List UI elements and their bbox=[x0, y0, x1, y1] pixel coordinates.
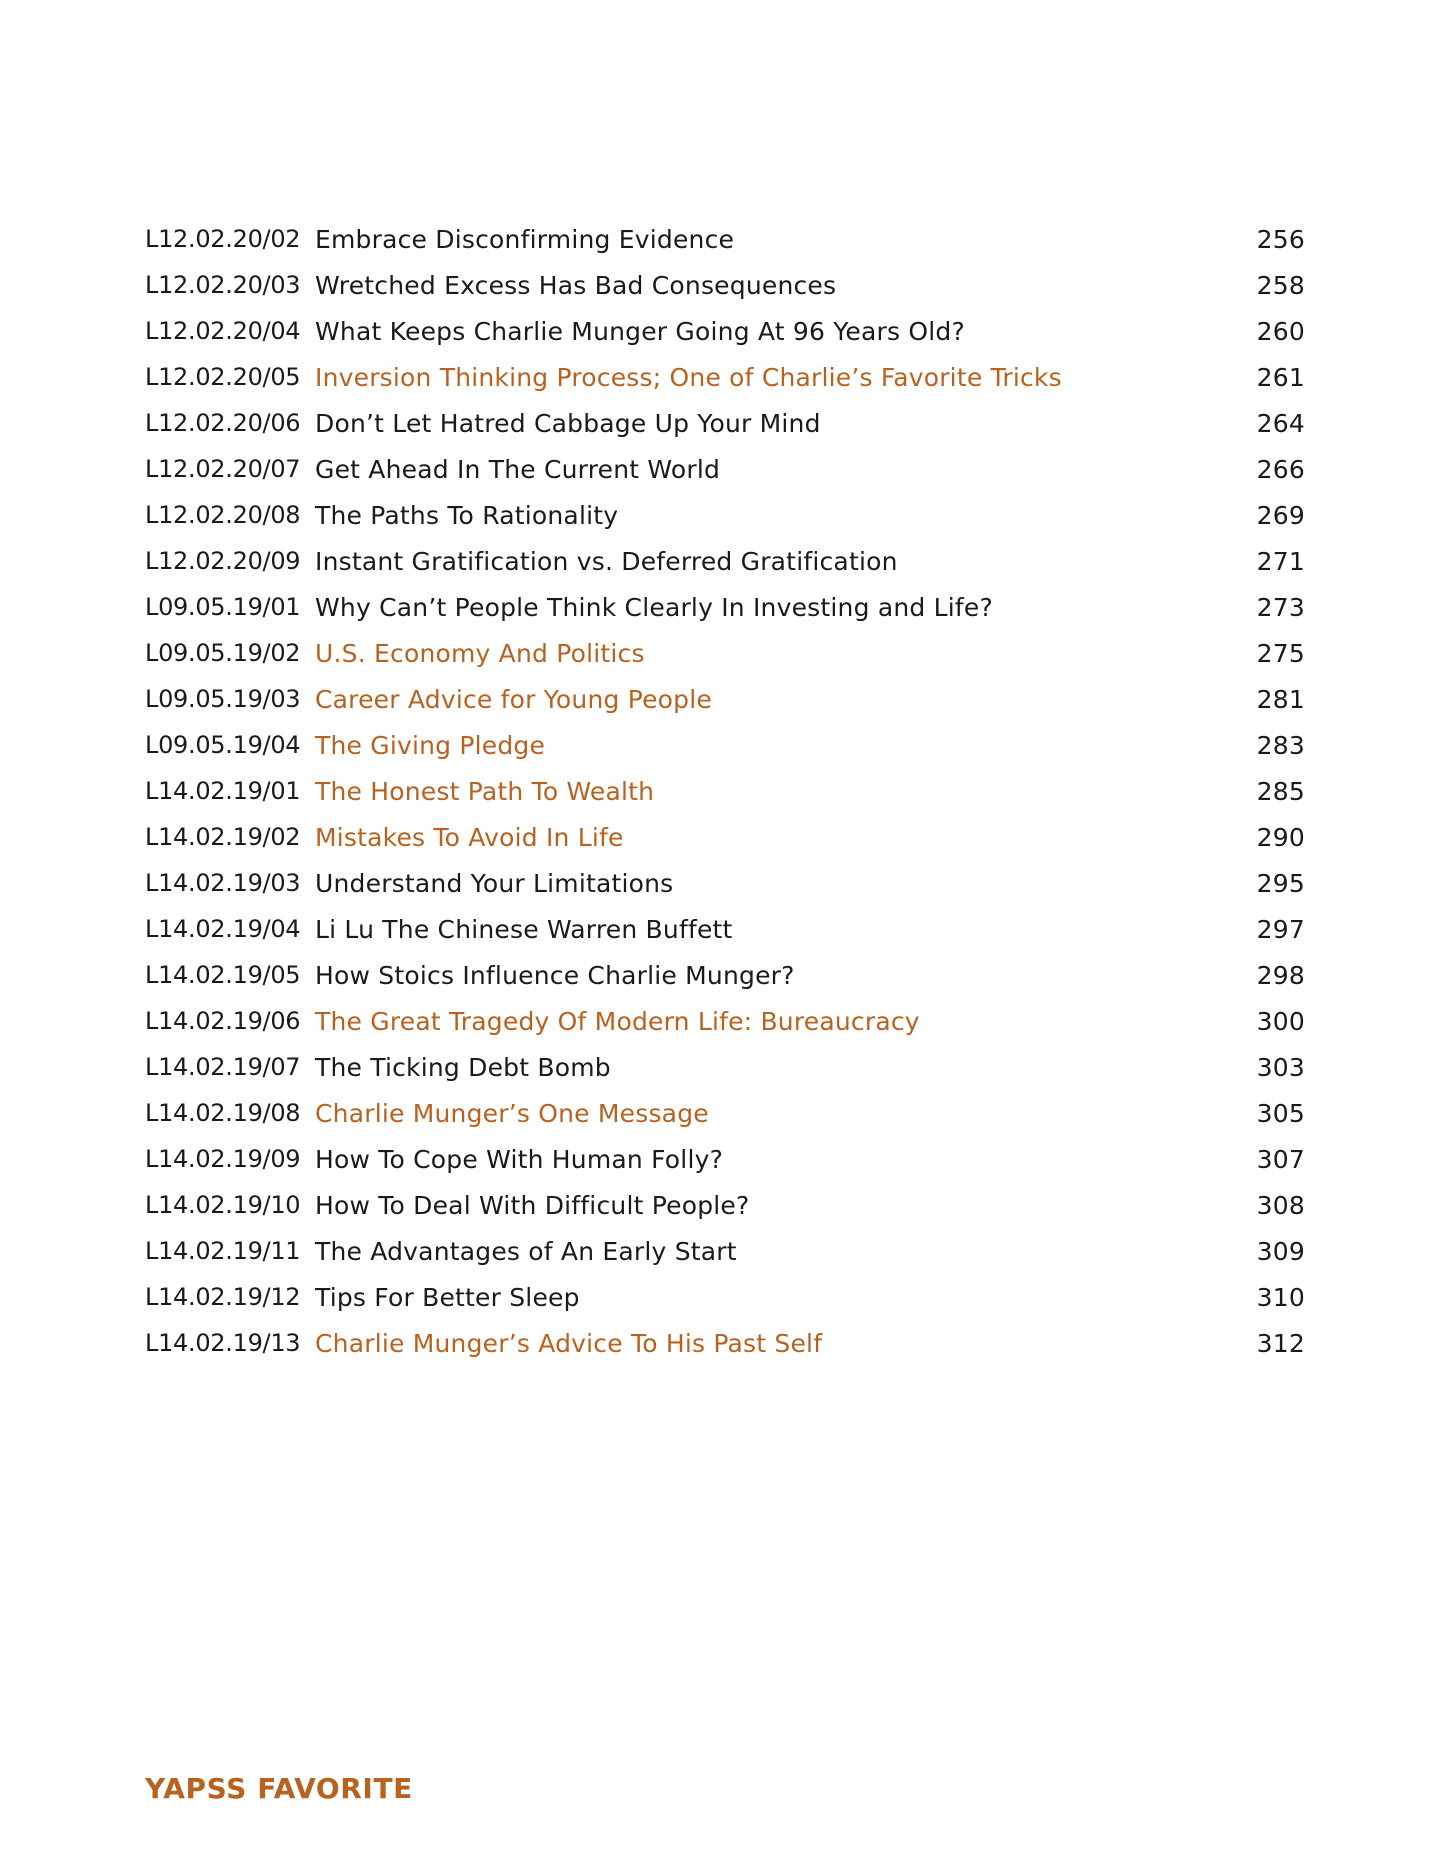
toc-entry bbox=[145, 446, 1305, 492]
entry-page-number: 298 bbox=[1256, 960, 1305, 990]
entry-title: Charlie Munger’s One Message bbox=[315, 1098, 709, 1128]
toc-entry-favorite bbox=[145, 1320, 1305, 1366]
entry-code: L14.02.19/10 bbox=[145, 1191, 301, 1219]
entry-page-number: 312 bbox=[1256, 1328, 1305, 1358]
entry-page-number: 283 bbox=[1256, 730, 1305, 760]
toc-entry-favorite bbox=[145, 1090, 1305, 1136]
entry-title: Tips For Better Sleep bbox=[315, 1282, 580, 1312]
entry-code: L14.02.19/07 bbox=[145, 1053, 301, 1081]
toc-entry bbox=[145, 538, 1305, 584]
entry-title: How To Cope With Human Folly? bbox=[315, 1144, 724, 1174]
entry-page-number: 310 bbox=[1256, 1282, 1305, 1312]
entry-title: Mistakes To Avoid In Life bbox=[315, 822, 624, 852]
toc-entry bbox=[145, 262, 1305, 308]
toc-entry-favorite bbox=[145, 630, 1305, 676]
entry-code: L12.02.20/05 bbox=[145, 363, 301, 391]
entry-title: Career Advice for Young People bbox=[315, 684, 712, 714]
entry-page-number: 264 bbox=[1256, 408, 1305, 438]
entry-title: The Giving Pledge bbox=[315, 730, 546, 760]
entry-code: L12.02.20/09 bbox=[145, 547, 301, 575]
toc-entry bbox=[145, 492, 1305, 538]
entry-title: The Paths To Rationality bbox=[315, 500, 619, 530]
entry-code: L14.02.19/04 bbox=[145, 915, 301, 943]
entry-page-number: 281 bbox=[1256, 684, 1305, 714]
entry-title: The Great Tragedy Of Modern Life: Bureaucracy bbox=[315, 1006, 920, 1036]
entry-title: Embrace Disconfirming Evidence bbox=[315, 224, 735, 254]
toc-entry-favorite bbox=[145, 814, 1305, 860]
entry-page-number: 260 bbox=[1256, 316, 1305, 346]
toc-entry-favorite bbox=[145, 354, 1305, 400]
entry-code: L14.02.19/02 bbox=[145, 823, 301, 851]
toc-entry-favorite bbox=[145, 676, 1305, 722]
entry-code: L14.02.19/13 bbox=[145, 1329, 301, 1357]
entry-page-number: 300 bbox=[1256, 1006, 1305, 1036]
toc-entry bbox=[145, 308, 1305, 354]
entry-page-number: 309 bbox=[1256, 1236, 1305, 1266]
table-of-contents bbox=[145, 216, 1305, 1366]
toc-entry bbox=[145, 1182, 1305, 1228]
entry-title: The Advantages of An Early Start bbox=[315, 1236, 737, 1266]
toc-entry bbox=[145, 952, 1305, 998]
toc-entry-favorite bbox=[145, 998, 1305, 1044]
entry-page-number: 271 bbox=[1256, 546, 1305, 576]
entry-page-number: 256 bbox=[1256, 224, 1305, 254]
entry-title: Wretched Excess Has Bad Consequences bbox=[315, 270, 837, 300]
toc-entry bbox=[145, 1228, 1305, 1274]
entry-page-number: 275 bbox=[1256, 638, 1305, 668]
toc-entry bbox=[145, 216, 1305, 262]
entry-page-number: 303 bbox=[1256, 1052, 1305, 1082]
entry-title: Li Lu The Chinese Warren Buffett bbox=[315, 914, 733, 944]
entry-title: Why Can’t People Think Clearly In Investing and Life? bbox=[315, 592, 993, 622]
entry-code: L14.02.19/01 bbox=[145, 777, 301, 805]
entry-code: L09.05.19/01 bbox=[145, 593, 301, 621]
entry-title: The Honest Path To Wealth bbox=[315, 776, 655, 806]
entry-code: L12.02.20/07 bbox=[145, 455, 301, 483]
entry-code: L14.02.19/09 bbox=[145, 1145, 301, 1173]
entry-page-number: 273 bbox=[1256, 592, 1305, 622]
entry-code: L12.02.20/02 bbox=[145, 225, 301, 253]
entry-title: Get Ahead In The Current World bbox=[315, 454, 721, 484]
entry-page-number: 297 bbox=[1256, 914, 1305, 944]
entry-code: L12.02.20/06 bbox=[145, 409, 301, 437]
entry-code: L14.02.19/11 bbox=[145, 1237, 301, 1265]
entry-title: U.S. Economy And Politics bbox=[315, 638, 645, 668]
entry-title: Understand Your Limitations bbox=[315, 868, 674, 898]
entry-page-number: 266 bbox=[1256, 454, 1305, 484]
toc-entry-favorite bbox=[145, 722, 1305, 768]
entry-title: Instant Gratification vs. Deferred Gratification bbox=[315, 546, 898, 576]
entry-code: L14.02.19/05 bbox=[145, 961, 301, 989]
toc-entry bbox=[145, 1274, 1305, 1320]
toc-entry bbox=[145, 860, 1305, 906]
toc-entry bbox=[145, 906, 1305, 952]
entry-title: How To Deal With Difficult People? bbox=[315, 1190, 750, 1220]
toc-entry bbox=[145, 1044, 1305, 1090]
entry-page-number: 290 bbox=[1256, 822, 1305, 852]
entry-code: L14.02.19/12 bbox=[145, 1283, 301, 1311]
entry-page-number: 307 bbox=[1256, 1144, 1305, 1174]
favorite-legend: YAPSS FAVORITE bbox=[145, 1772, 413, 1805]
entry-code: L12.02.20/03 bbox=[145, 271, 301, 299]
toc-entry bbox=[145, 1136, 1305, 1182]
entry-code: L09.05.19/02 bbox=[145, 639, 301, 667]
toc-entry-favorite bbox=[145, 768, 1305, 814]
entry-page-number: 258 bbox=[1256, 270, 1305, 300]
entry-page-number: 285 bbox=[1256, 776, 1305, 806]
entry-title: Don’t Let Hatred Cabbage Up Your Mind bbox=[315, 408, 821, 438]
entry-page-number: 295 bbox=[1256, 868, 1305, 898]
toc-entry bbox=[145, 400, 1305, 446]
entry-code: L09.05.19/04 bbox=[145, 731, 301, 759]
entry-code: L09.05.19/03 bbox=[145, 685, 301, 713]
entry-code: L14.02.19/06 bbox=[145, 1007, 301, 1035]
entry-page-number: 308 bbox=[1256, 1190, 1305, 1220]
entry-code: L14.02.19/03 bbox=[145, 869, 301, 897]
entry-page-number: 269 bbox=[1256, 500, 1305, 530]
entry-title: The Ticking Debt Bomb bbox=[315, 1052, 611, 1082]
entry-title: How Stoics Influence Charlie Munger? bbox=[315, 960, 795, 990]
entry-code: L14.02.19/08 bbox=[145, 1099, 301, 1127]
toc-entry bbox=[145, 584, 1305, 630]
entry-title: Charlie Munger’s Advice To His Past Self bbox=[315, 1328, 823, 1358]
entry-code: L12.02.20/08 bbox=[145, 501, 301, 529]
entry-page-number: 305 bbox=[1256, 1098, 1305, 1128]
entry-page-number: 261 bbox=[1256, 362, 1305, 392]
entry-title: What Keeps Charlie Munger Going At 96 Years Old? bbox=[315, 316, 965, 346]
entry-code: L12.02.20/04 bbox=[145, 317, 301, 345]
entry-title: Inversion Thinking Process; One of Charlie’s Favorite Tricks bbox=[315, 362, 1062, 392]
